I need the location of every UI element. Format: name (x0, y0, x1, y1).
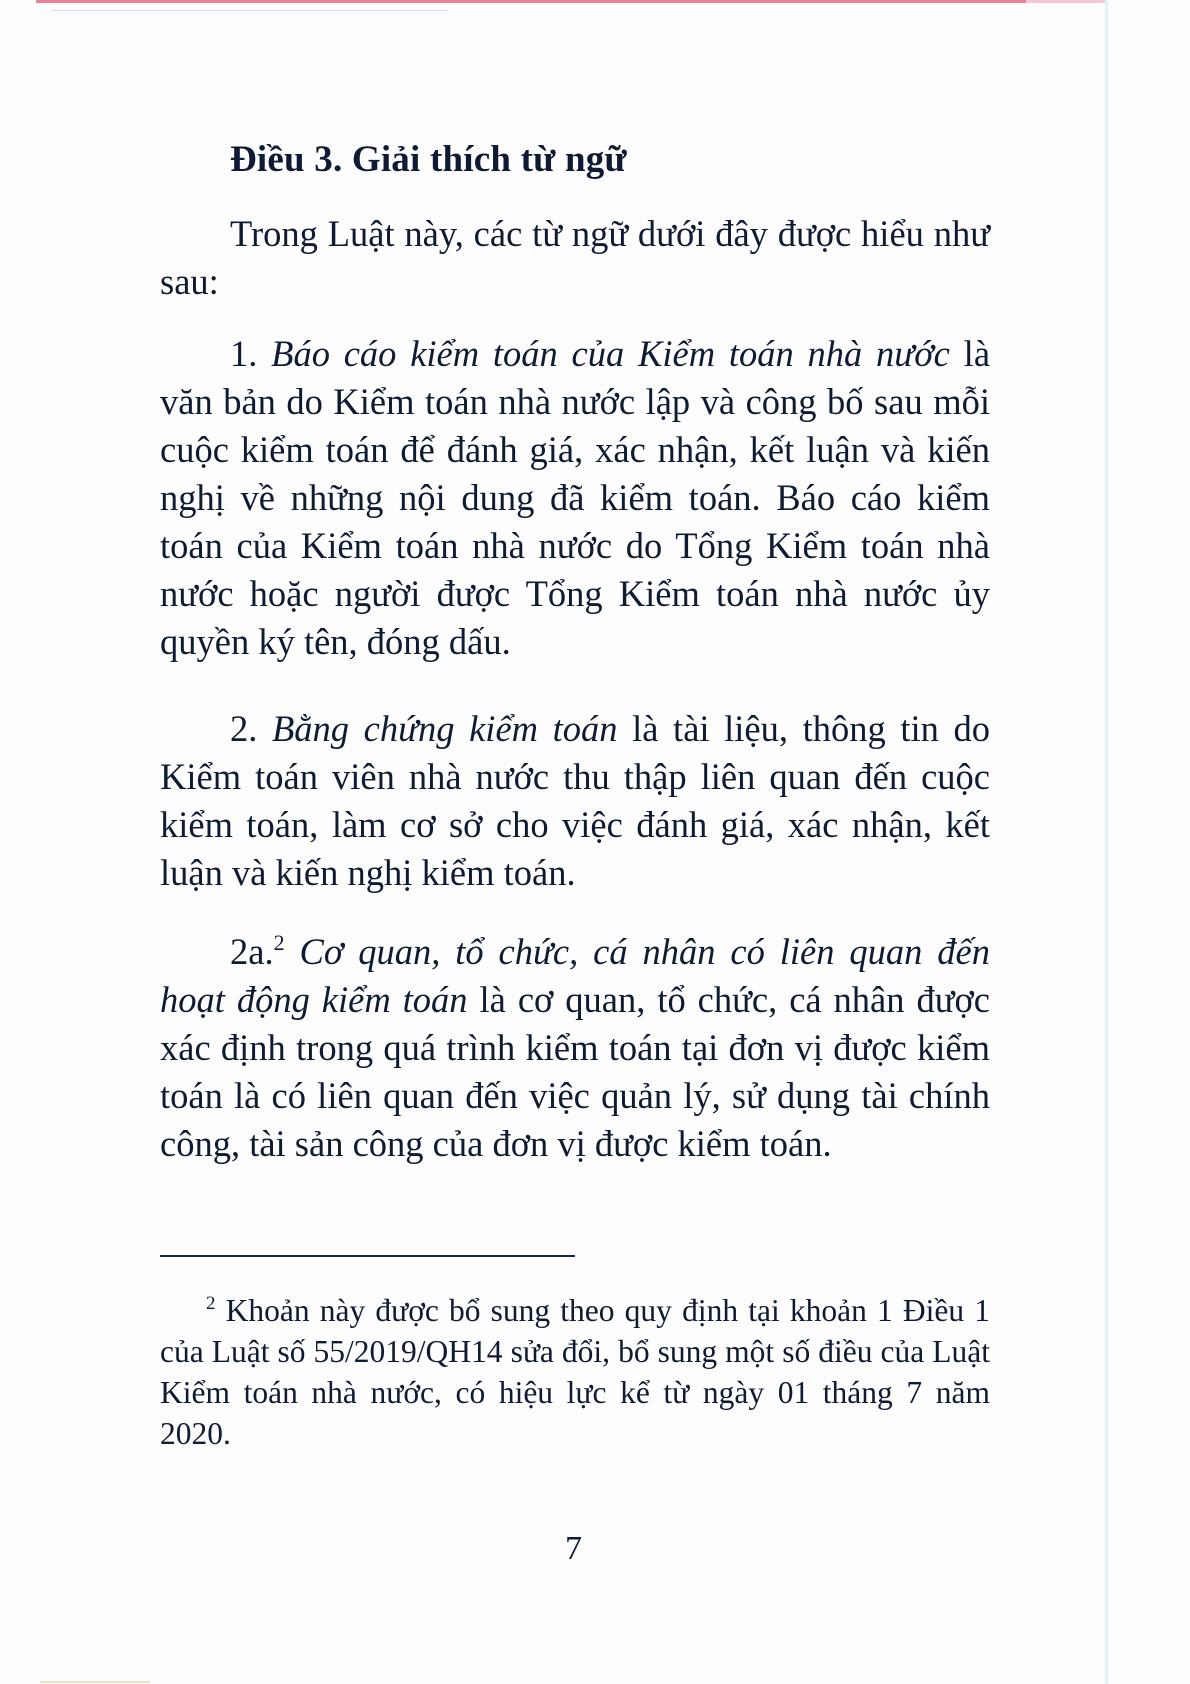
footnote (160, 1290, 990, 1454)
definition-text: là tài liệu, thông tin do Kiểm toán viên nhà nước thu thập liên quan đến cuộc kiểm toán, làm cơ sở cho việc đánh giá, xác nhận, kết luận và kiến nghị kiểm toán. (160, 708, 990, 893)
defined-term: Cơ quan, tổ chức, cá nhân có liên quan đến hoạt động kiểm toán (160, 931, 990, 1020)
page-top-edge-tint (1026, 0, 1106, 3)
footnote-text: Khoản này được bổ sung theo quy định tại khoản 1 Điều 1 của Luật số 55/2019/QH14 sửa đổi, bổ sung một số điều của Luật Kiểm toán nhà nước, có hiệu lực kể từ ngày 01 tháng 7 năm 2020. (160, 1293, 990, 1451)
definition-item-2 (160, 705, 990, 897)
page-top-edge (36, 0, 1026, 3)
definition-item-2a (160, 928, 990, 1168)
item-number: 1. (230, 333, 258, 374)
definition-item-1 (160, 330, 990, 666)
scan-artifact-bottom (40, 1681, 150, 1683)
defined-term: Báo cáo kiểm toán của Kiểm toán nhà nước (271, 333, 950, 374)
footnote-separator (160, 1255, 575, 1257)
item-number: 2. (230, 708, 258, 749)
article-heading: Điều 3. Giải thích từ ngữ (230, 139, 627, 180)
definition-text: là văn bản do Kiểm toán nhà nước lập và công bố sau mỗi cuộc kiểm toán để đánh giá, xác nhận, kết luận và kiến nghị về những nội dung đã kiểm toán. Báo cáo kiểm toán của Kiểm toán nhà nước do Tổng Kiểm toán nhà nước hoặc người được Tổng Kiểm toán nhà nước ủy quyền ký tên, đóng dấu. (160, 333, 991, 662)
definition-text: là cơ quan, tổ chức, cá nhân được xác định trong quá trình kiểm toán tại đơn vị được kiểm toán là có liên quan đến việc quản lý, sử dụng tài chính công, tài sản công của đơn vị được kiểm toán. (160, 979, 990, 1164)
intro-paragraph: Trong Luật này, các từ ngữ dưới đây được hiểu như sau: (160, 213, 990, 302)
item-number: 2a. (230, 931, 274, 972)
page-right-edge (1105, 0, 1108, 1684)
footnote-reference[interactable]: 2 (273, 930, 285, 955)
defined-term: Bằng chứng kiểm toán (271, 708, 618, 749)
footnote-marker: 2 (206, 1293, 216, 1314)
page-number: 7 (565, 1530, 582, 1567)
scan-artifact-rule (52, 10, 448, 11)
